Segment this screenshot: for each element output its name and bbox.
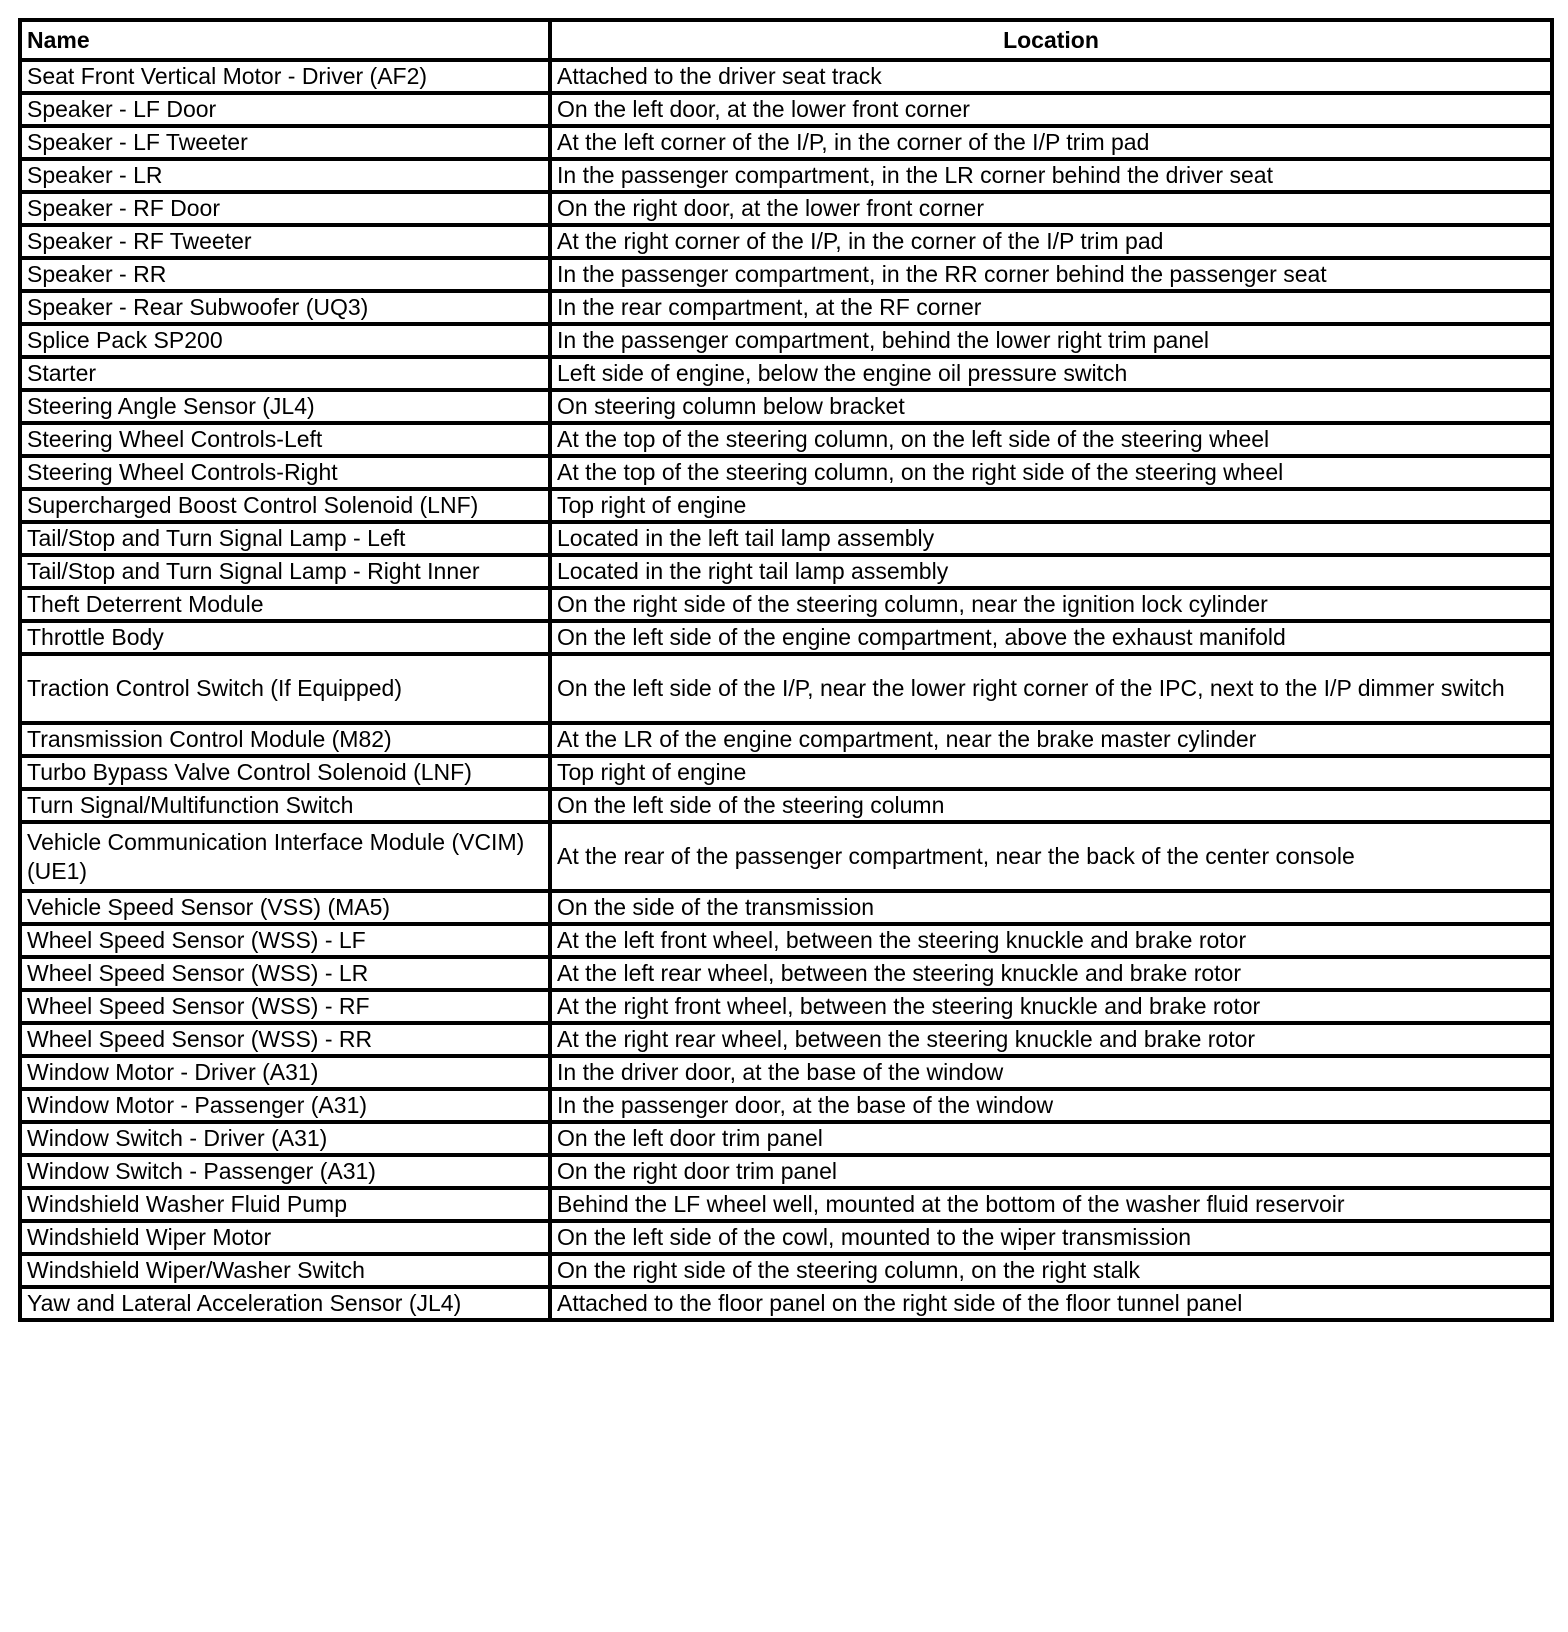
- location-cell: On the right side of the steering column, on the right stalk: [550, 1254, 1552, 1287]
- name-cell: Turn Signal/Multifunction Switch: [20, 789, 550, 822]
- location-cell: In the passenger compartment, in the LR corner behind the driver seat: [550, 159, 1552, 192]
- table-row: [20, 789, 1552, 822]
- name-cell: Speaker - LF Door: [20, 93, 550, 126]
- name-cell: Yaw and Lateral Acceleration Sensor (JL4): [20, 1287, 550, 1320]
- name-cell: Transmission Control Module (M82): [20, 723, 550, 756]
- location-cell: Top right of engine: [550, 756, 1552, 789]
- table-row: [20, 654, 1552, 723]
- table-row: [20, 291, 1552, 324]
- table-row: [20, 1287, 1552, 1320]
- table-row: [20, 588, 1552, 621]
- location-cell: In the passenger compartment, behind the lower right trim panel: [550, 324, 1552, 357]
- location-cell: Top right of engine: [550, 489, 1552, 522]
- name-cell: Window Motor - Passenger (A31): [20, 1089, 550, 1122]
- location-cell: On the left side of the I/P, near the lower right corner of the IPC, next to the I/P dimmer switch: [550, 654, 1552, 723]
- table-row: [20, 1155, 1552, 1188]
- name-cell: Theft Deterrent Module: [20, 588, 550, 621]
- location-cell: On the left side of the steering column: [550, 789, 1552, 822]
- table-row: [20, 822, 1552, 891]
- name-cell: Steering Wheel Controls-Left: [20, 423, 550, 456]
- location-cell: At the left corner of the I/P, in the corner of the I/P trim pad: [550, 126, 1552, 159]
- location-cell: In the driver door, at the base of the window: [550, 1056, 1552, 1089]
- table-row: [20, 225, 1552, 258]
- location-cell: In the rear compartment, at the RF corner: [550, 291, 1552, 324]
- name-cell: Window Switch - Passenger (A31): [20, 1155, 550, 1188]
- location-cell: Left side of engine, below the engine oil pressure switch: [550, 357, 1552, 390]
- table-row: [20, 60, 1552, 93]
- name-cell: Speaker - LF Tweeter: [20, 126, 550, 159]
- name-cell: Traction Control Switch (If Equipped): [20, 654, 550, 723]
- table-row: [20, 93, 1552, 126]
- name-cell: Windshield Washer Fluid Pump: [20, 1188, 550, 1221]
- table-row: [20, 891, 1552, 924]
- name-cell: Turbo Bypass Valve Control Solenoid (LNF): [20, 756, 550, 789]
- table-row: [20, 324, 1552, 357]
- location-cell: Located in the left tail lamp assembly: [550, 522, 1552, 555]
- name-column-header: Name: [20, 20, 550, 60]
- name-cell: Windshield Wiper/Washer Switch: [20, 1254, 550, 1287]
- table-row: [20, 423, 1552, 456]
- location-cell: At the right corner of the I/P, in the corner of the I/P trim pad: [550, 225, 1552, 258]
- location-cell: On the side of the transmission: [550, 891, 1552, 924]
- table-row: [20, 1188, 1552, 1221]
- table-row: [20, 924, 1552, 957]
- location-cell: At the right rear wheel, between the steering knuckle and brake rotor: [550, 1023, 1552, 1056]
- table-row: [20, 390, 1552, 423]
- name-cell: Speaker - LR: [20, 159, 550, 192]
- name-cell: Speaker - RF Tweeter: [20, 225, 550, 258]
- location-cell: Attached to the driver seat track: [550, 60, 1552, 93]
- location-cell: At the top of the steering column, on the right side of the steering wheel: [550, 456, 1552, 489]
- table-row: [20, 1221, 1552, 1254]
- name-cell: Tail/Stop and Turn Signal Lamp - Right Inner: [20, 555, 550, 588]
- location-cell: Attached to the floor panel on the right side of the floor tunnel panel: [550, 1287, 1552, 1320]
- table-row: [20, 957, 1552, 990]
- location-cell: At the rear of the passenger compartment, near the back of the center console: [550, 822, 1552, 891]
- location-cell: Located in the right tail lamp assembly: [550, 555, 1552, 588]
- location-cell: On the right side of the steering column, near the ignition lock cylinder: [550, 588, 1552, 621]
- table-row: [20, 621, 1552, 654]
- location-cell: On the right door, at the lower front corner: [550, 192, 1552, 225]
- location-cell: Behind the LF wheel well, mounted at the bottom of the washer fluid reservoir: [550, 1188, 1552, 1221]
- table-row: [20, 192, 1552, 225]
- table-row: [20, 1122, 1552, 1155]
- name-cell: Wheel Speed Sensor (WSS) - RF: [20, 990, 550, 1023]
- name-cell: Windshield Wiper Motor: [20, 1221, 550, 1254]
- location-cell: On the left door, at the lower front corner: [550, 93, 1552, 126]
- name-cell: Supercharged Boost Control Solenoid (LNF): [20, 489, 550, 522]
- location-cell: At the left rear wheel, between the steering knuckle and brake rotor: [550, 957, 1552, 990]
- name-cell: Wheel Speed Sensor (WSS) - RR: [20, 1023, 550, 1056]
- location-cell: At the top of the steering column, on the left side of the steering wheel: [550, 423, 1552, 456]
- table-row: [20, 1056, 1552, 1089]
- location-cell: On the left side of the engine compartment, above the exhaust manifold: [550, 621, 1552, 654]
- name-cell: Throttle Body: [20, 621, 550, 654]
- location-cell: On the left side of the cowl, mounted to the wiper transmission: [550, 1221, 1552, 1254]
- table-row: [20, 990, 1552, 1023]
- table-row: [20, 159, 1552, 192]
- header-row: [20, 20, 1552, 60]
- name-cell: Speaker - Rear Subwoofer (UQ3): [20, 291, 550, 324]
- table-row: [20, 489, 1552, 522]
- location-cell: On steering column below bracket: [550, 390, 1552, 423]
- component-location-table: [18, 18, 1554, 1322]
- name-cell: Splice Pack SP200: [20, 324, 550, 357]
- location-cell: At the left front wheel, between the steering knuckle and brake rotor: [550, 924, 1552, 957]
- location-cell: On the left door trim panel: [550, 1122, 1552, 1155]
- location-cell: In the passenger compartment, in the RR corner behind the passenger seat: [550, 258, 1552, 291]
- table-row: [20, 555, 1552, 588]
- name-cell: Steering Wheel Controls-Right: [20, 456, 550, 489]
- table-row: [20, 1089, 1552, 1122]
- name-cell: Wheel Speed Sensor (WSS) - LF: [20, 924, 550, 957]
- table-row: [20, 1023, 1552, 1056]
- location-cell: On the right door trim panel: [550, 1155, 1552, 1188]
- name-cell: Tail/Stop and Turn Signal Lamp - Left: [20, 522, 550, 555]
- name-cell: Seat Front Vertical Motor - Driver (AF2): [20, 60, 550, 93]
- location-cell: In the passenger door, at the base of the window: [550, 1089, 1552, 1122]
- table-row: [20, 756, 1552, 789]
- table-row: [20, 1254, 1552, 1287]
- table-row: [20, 357, 1552, 390]
- name-cell: Steering Angle Sensor (JL4): [20, 390, 550, 423]
- table-row: [20, 456, 1552, 489]
- name-cell: Speaker - RR: [20, 258, 550, 291]
- name-cell: Wheel Speed Sensor (WSS) - LR: [20, 957, 550, 990]
- name-cell: Starter: [20, 357, 550, 390]
- location-cell: At the right front wheel, between the steering knuckle and brake rotor: [550, 990, 1552, 1023]
- name-cell: Window Motor - Driver (A31): [20, 1056, 550, 1089]
- name-cell: Vehicle Communication Interface Module (VCIM) (UE1): [20, 822, 550, 891]
- name-cell: Speaker - RF Door: [20, 192, 550, 225]
- name-cell: Window Switch - Driver (A31): [20, 1122, 550, 1155]
- table-row: [20, 723, 1552, 756]
- location-column-header: Location: [550, 20, 1552, 60]
- name-cell: Vehicle Speed Sensor (VSS) (MA5): [20, 891, 550, 924]
- location-cell: At the LR of the engine compartment, near the brake master cylinder: [550, 723, 1552, 756]
- table-row: [20, 258, 1552, 291]
- table-row: [20, 522, 1552, 555]
- table-row: [20, 126, 1552, 159]
- table-body: [20, 60, 1552, 1320]
